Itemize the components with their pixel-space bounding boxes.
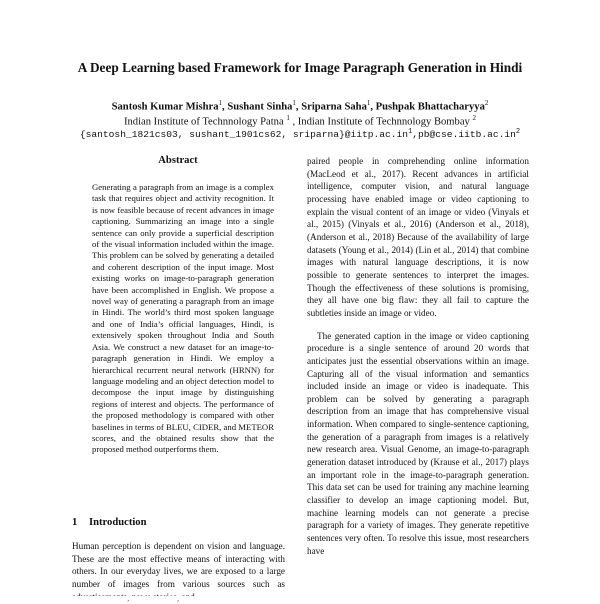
author-affil-mark: 2: [484, 99, 489, 107]
affiliation-1: Indian Institute of Technnology Patna: [123, 116, 284, 128]
page-bottom-edge: [0, 596, 600, 600]
abstract-heading: Abstract: [158, 155, 198, 166]
right-column: [307, 155, 529, 557]
paragraph-continued: paired people in comprehending online information (MacLeod et al., 2017). Recent advances in artificial intelligence, computer vision, and natural language processing have enabled image or video captioning to explain the visual content of an image or video (Vinyals et al., 2015) (Vinyals et al., 2016) (Anderson et al., 2018), (Anderson et al., 2018) Because of the availability of large datasets (Young et al., 2014) (Lin et al., 2014) that combine images with natural language descriptions, it is now possible to generate sentences to interpret the images. Though the effectiveness of these solutions is promising, they all have one big flaw: they all fail to capture the subtleties inside an image or video.: [307, 156, 529, 318]
email-mark-2: 2: [515, 128, 521, 136]
author-affil-mark: 1: [292, 99, 296, 107]
email-mark-1: 1: [408, 128, 413, 136]
author-separator: ,: [222, 101, 228, 113]
paragraph: The generated caption in the image or video captioning procedure is a single sentence of around 20 words that anticipates just the essential observations within an image. Capturing all of the visual information and semantics included inside an image or video is inadequate. This problem can be solved by generating a paragraph description from an image that has comprehensive visual information. When compared to single-sentence captioning, the generation of a paragraph from images is a relatively new research area. Visual Genome, an image-to-paragraph generation dataset introduced by (Krause et al., 2017) plays an important role in the image-to-paragraph generation. This data set can be used for training any machine learning classifier to develop an image captioning model. But, machine learning models can not generate a precise paragraph for a variety of images. They generate repetitive sentences very often. To resolve this issue, most researchers have: [307, 330, 529, 556]
author-name: Sriparna Saha: [301, 101, 367, 113]
author-name: Santosh Kumar Mishra: [111, 101, 219, 113]
affiliation-separator: ,: [289, 116, 298, 128]
section-heading-introduction: [72, 517, 147, 528]
affiliation-1-mark: 1: [286, 114, 290, 122]
author-separator: ,: [370, 101, 376, 113]
introduction-body: Human perception is dependent on vision and language. These are the most effective means of interacting with others. In our everyday lives, we are exposed to a large number of images from various sources such as: [72, 541, 285, 590]
affiliation-2-mark: 2: [472, 114, 477, 122]
author-affil-mark: 1: [218, 99, 223, 107]
email-iitb: ,pb@cse.iitb.ac.in: [412, 129, 516, 141]
abstract-body: Generating a paragraph from an image is a complex task that requires object and activity recognition. It is now feasible because of recent advances in image captioning. Summarizing an image into a single sentence can only provide a superficial description of the visual information included within the image. This problem can be solved by generating a detailed and coherent description of the input image. Most existing works on image-to-paragraph generation have been accomplished in English. We propose a novel way of generating a paragraph from an image in Hindi. The world’s third most spoken language and one of India’s official languages, Hindi, is extensively spoken throughout India and South Asia. We construct a new dataset for an image-to-paragraph generation in Hindi. We employ a hierarchical recurrent neural network (HRNN) for language modeling and an object detection model to decompose the input image by distinguishing regions of interest and objects. The performance of the proposed methodology is compared with other baselines in terms of BLEU, CIDER, and METEOR scores, and the obtained results show that the proposed method outperforms them.: [92, 182, 274, 455]
paper-title: A Deep Learning based Framework for Image Paragraph Generation in Hindi: [77, 60, 523, 75]
author-name: Sushant Sinha: [227, 101, 293, 113]
author-emails: [10, 126, 590, 141]
affiliation-2: Indian Institute of Technnology Bombay: [297, 116, 470, 128]
email-group-iitp: {santosh_1821cs03, sushant_1901cs62, sriparna}@iitp.ac.in: [79, 129, 409, 141]
author-name: Pushpak Bhattacharyya: [375, 101, 485, 113]
section-title: Introduction: [89, 517, 147, 528]
author-separator: ,: [295, 101, 302, 113]
author-affil-mark: 1: [366, 99, 371, 107]
section-number: 1: [72, 517, 78, 528]
